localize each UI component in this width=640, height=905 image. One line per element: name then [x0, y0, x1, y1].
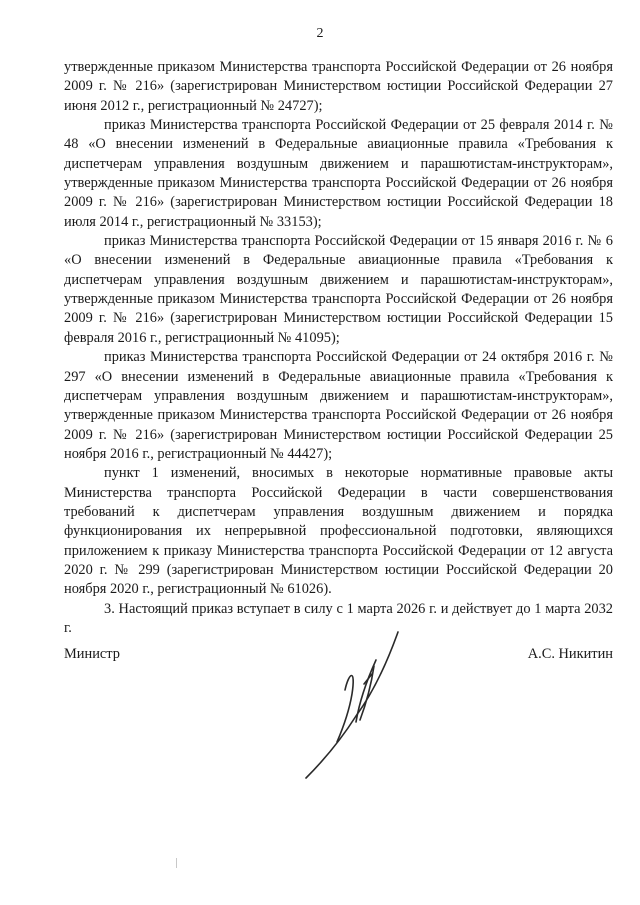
- paragraph-effective-date: 3. Настоящий приказ вступает в силу с 1 марта 2026 г. и действует до 1 марта 2032 г.: [64, 600, 613, 636]
- paragraph-order-297: приказ Министерства транспорта Российской Федерации от 24 октября 2016 г. № 297 «О внесении изменений в Федеральные авиационные правила «Требования к диспетчерам управления воздушным движением и парашютистам-инструкторам», утвержденные приказом Министерства транспорта Российской Федерации от 26 ноября 2009 г. № 216» (зарегистрирован Министерством юстиции Российской Федерации 25 ноября 2016 г., регистрационный № 44427);: [64, 349, 613, 462]
- paragraph-order-48: приказ Министерства транспорта Российской Федерации от 25 февраля 2014 г. № 48 «О внесении изменений в Федеральные авиационные правила «Требования к диспетчерам управления воздушным движением и парашютистам-инструкторам», утвержденные приказом Министерства транспорта Российской Федерации от 26 ноября 2009 г. № 216» (зарегистрирован Министерством юстиции Российской Федерации 18 июля 2014 г., регистрационный № 33153);: [64, 117, 613, 230]
- paragraph-order-299-item: пункт 1 изменений, вносимых в некоторые нормативные правовые акты Министерства транспорта Российской Федерации в части совершенствования требований к диспетчерам управления воздушным движением и порядка функционирования их непрерывной профессиональной подготовки, являющихся приложением к приказу Министерства транспорта Российской Федерации от 12 августа 2020 г. № 299 (зарегистрирован Министерством юстиции Российской Федерации 20 ноября 2020 г., регистрационный № 61026).: [64, 465, 613, 598]
- signature-stroke-main: [306, 632, 398, 778]
- paragraph-continuation: утвержденные приказом Министерства транспорта Российской Федерации от 26 ноября 2009 г. № 216» (зарегистрирован Министерством юстиции Российской Федерации 27 июня 2012 г., регистрационный № 24727);: [64, 59, 613, 114]
- signatory-title: Министр: [64, 646, 120, 662]
- paragraph-order-6: приказ Министерства транспорта Российской Федерации от 15 января 2016 г. № 6 «О внесении изменений в Федеральные авиационные правила «Требования к диспетчерам управления воздушным движением и парашютистам-инструкторам», утвержденные приказом Министерства транспорта Российской Федерации от 26 ноября 2009 г. № 216» (зарегистрирован Министерством юстиции Российской Федерации 15 февраля 2016 г., регистрационный № 41095);: [64, 233, 613, 346]
- signatory-name: А.С. Никитин: [527, 646, 613, 662]
- scan-artifact-mark: [176, 858, 177, 868]
- page-number: 2: [316, 26, 324, 41]
